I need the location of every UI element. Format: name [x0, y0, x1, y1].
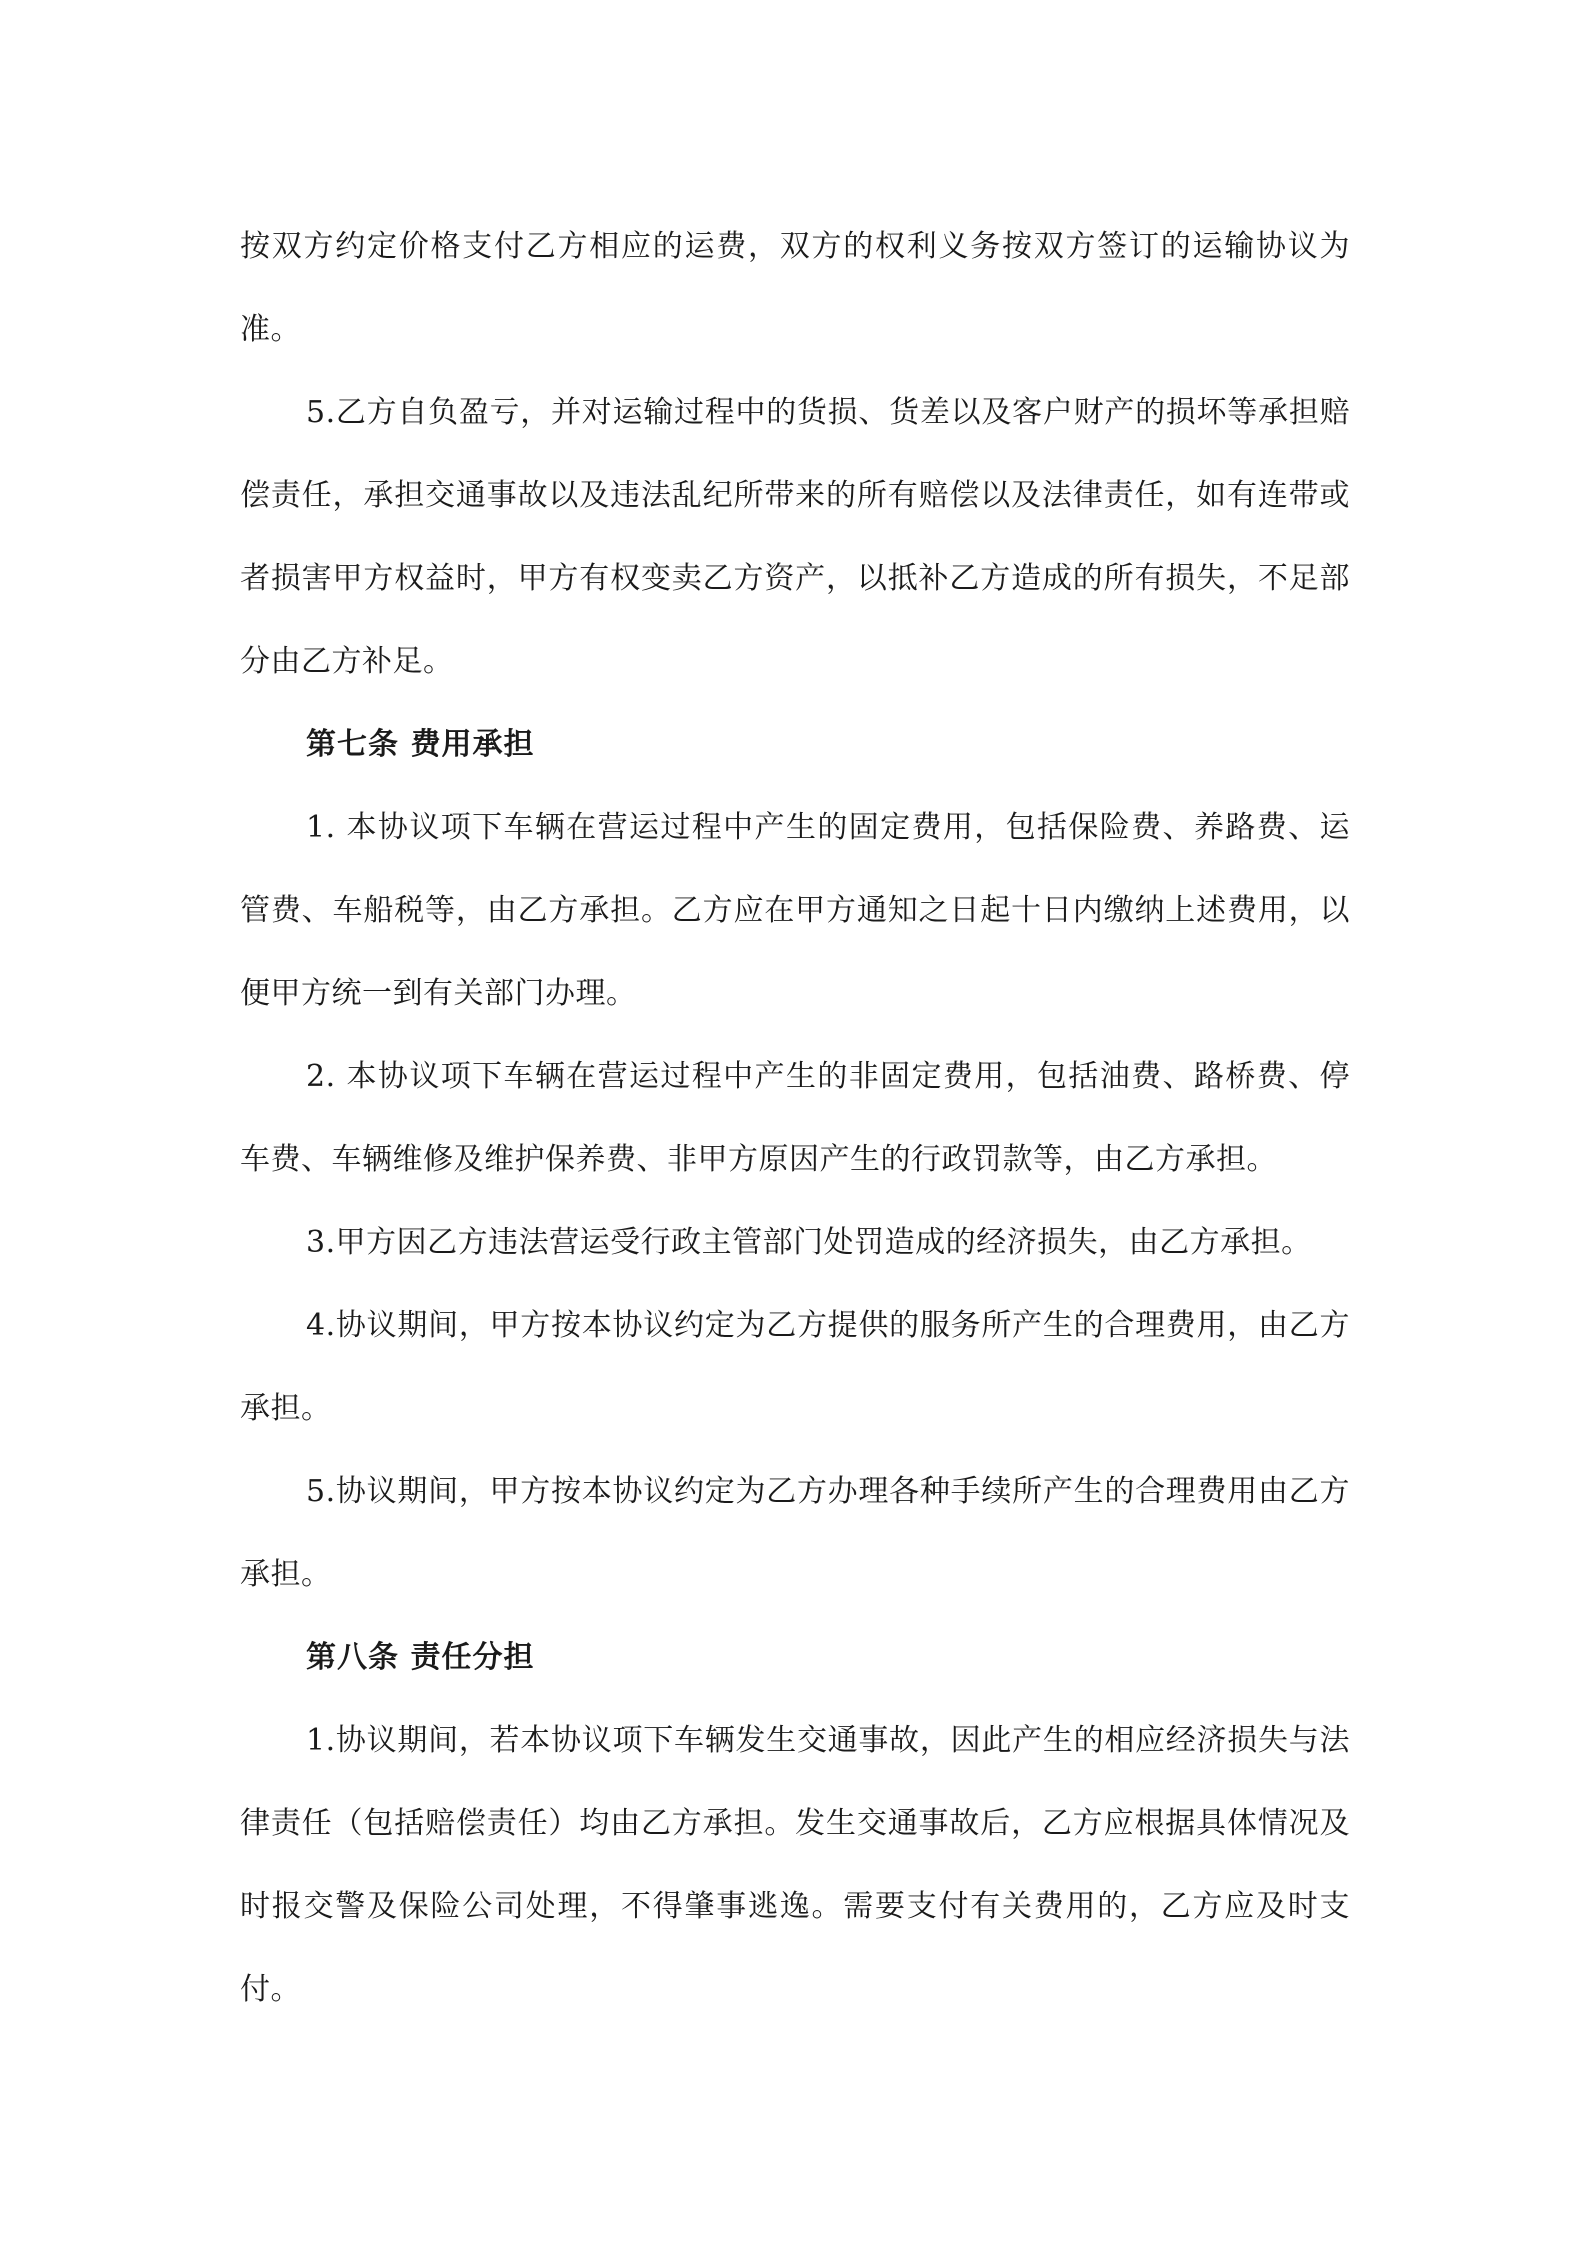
- document-body: [240, 205, 1350, 2031]
- paragraph-clause-7-1: 1. 本协议项下车辆在营运过程中产生的固定费用，包括保险费、养路费、运管费、车船税等，由乙方承担。乙方应在甲方通知之日起十日内缴纳上述费用，以便甲方统一到有关部门办理。: [240, 810, 1350, 1011]
- paragraph-clause-8-1: 1.协议期间，若本协议项下车辆发生交通事故，因此产生的相应经济损失与法律责任（包括赔偿责任）均由乙方承担。发生交通事故后，乙方应根据具体情况及时报交警及保险公司处理，不得肇事逃逸。需要支付有关费用的，乙方应及时支付。: [240, 1723, 1350, 2007]
- paragraph-clause-7-5: 5.协议期间，甲方按本协议约定为乙方办理各种手续所产生的合理费用由乙方承担。: [240, 1474, 1350, 1592]
- paragraph-clause-6-5: 5.乙方自负盈亏，并对运输过程中的货损、货差以及客户财产的损坏等承担赔偿责任，承担交通事故以及违法乱纪所带来的所有赔偿以及法律责任，如有连带或者损害甲方权益时，甲方有权变卖乙方资产，以抵补乙方造成的所有损失，不足部分由乙方补足。: [240, 395, 1350, 679]
- heading-article-8: 第八条 责任分担: [306, 1640, 535, 1675]
- heading-article-7: 第七条 费用承担: [306, 727, 535, 762]
- paragraph-clause-7-3: 3.甲方因乙方违法营运受行政主管部门处罚造成的经济损失，由乙方承担。: [306, 1225, 1312, 1260]
- paragraph-clause-7-2: 2. 本协议项下车辆在营运过程中产生的非固定费用，包括油费、路桥费、停车费、车辆维修及维护保养费、非甲方原因产生的行政罚款等，由乙方承担。: [240, 1059, 1350, 1177]
- paragraph-continuation: 按双方约定价格支付乙方相应的运费，双方的权利义务按双方签订的运输协议为准。: [240, 229, 1350, 347]
- paragraph-clause-7-4: 4.协议期间，甲方按本协议约定为乙方提供的服务所产生的合理费用，由乙方承担。: [240, 1308, 1350, 1426]
